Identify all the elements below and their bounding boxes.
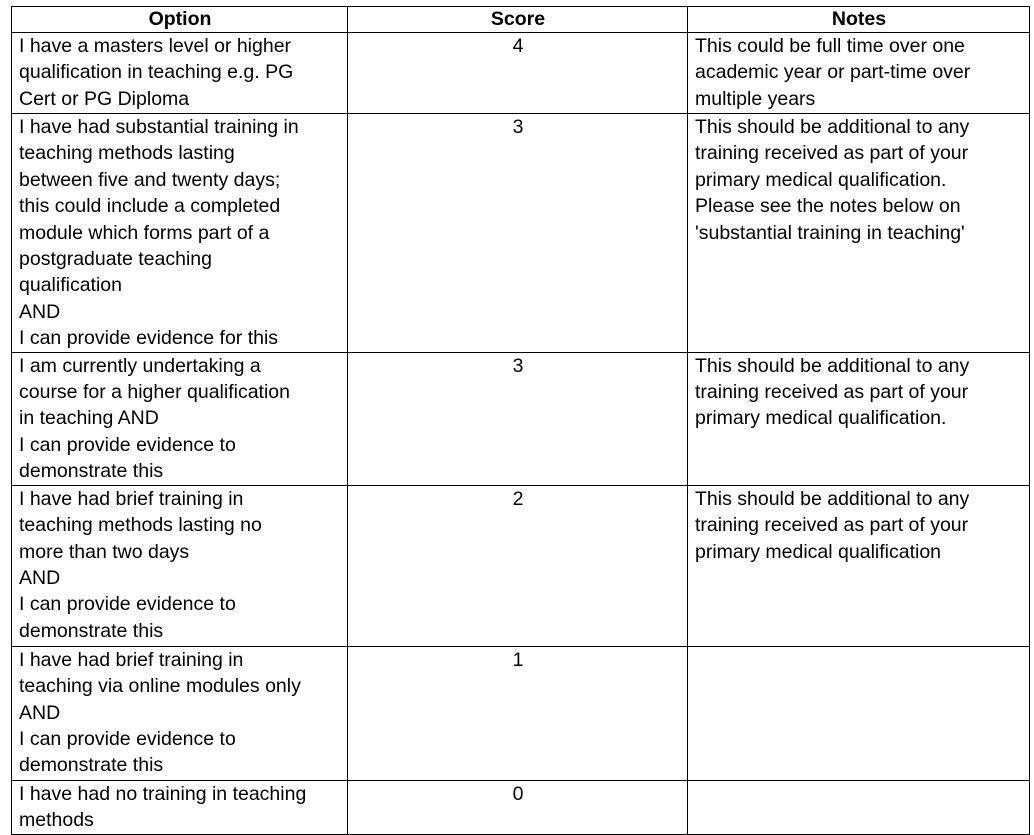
option-text: demonstrate this	[19, 754, 164, 777]
option-text: I have had brief training in	[19, 648, 244, 671]
option-text: AND	[19, 566, 61, 589]
option-text: I have had substantial training in	[19, 116, 299, 138]
option-text: postgraduate teaching	[19, 248, 212, 271]
option-text: I can provide evidence to	[19, 593, 236, 616]
table-row	[12, 485, 1030, 646]
notes-cell	[688, 780, 1030, 834]
option-text: teaching methods lasting	[19, 142, 235, 165]
option-text: qualification in teaching e.g. PG	[19, 61, 294, 84]
option-text: Cert or PG Diploma	[19, 87, 190, 110]
option-text: I have a masters level or higher	[19, 35, 292, 57]
option-text: between five and twenty days;	[19, 168, 281, 191]
option-text: qualification	[19, 274, 122, 297]
option-text: this could include a completed	[19, 195, 281, 218]
table-row	[12, 114, 1030, 353]
notes-cell	[688, 114, 1030, 353]
header-option: Option	[12, 7, 348, 33]
option-text: demonstrate this	[19, 460, 164, 483]
score-cell: 3	[348, 352, 688, 485]
option-text: in teaching AND	[19, 407, 159, 430]
table-row	[12, 352, 1030, 485]
option-text: methods	[19, 809, 94, 832]
table-row	[12, 646, 1030, 780]
option-text: I am currently undertaking a	[19, 354, 261, 377]
option-text: I have had brief training in	[19, 487, 244, 510]
notes-text: training received as part of your	[695, 514, 969, 537]
table-row	[12, 780, 1030, 834]
notes-text: This could be full time over one	[695, 35, 965, 57]
option-text: teaching methods lasting no	[19, 514, 262, 537]
notes-text: primary medical qualification.	[695, 407, 947, 430]
notes-cell	[688, 485, 1030, 646]
header-notes: Notes	[688, 7, 1030, 33]
notes-text: primary medical qualification.	[695, 168, 947, 191]
option-cell	[12, 646, 348, 780]
score-cell: 2	[348, 485, 688, 646]
notes-cell	[688, 352, 1030, 485]
scoring-table	[11, 6, 1030, 835]
option-cell	[12, 485, 348, 646]
notes-cell	[688, 646, 1030, 780]
header-score: Score	[348, 7, 688, 33]
option-text: I can provide evidence for this	[19, 327, 279, 350]
score-cell: 1	[348, 646, 688, 780]
option-text: I have had no training in teaching	[19, 782, 307, 805]
option-cell	[12, 352, 348, 485]
notes-text: This should be additional to any	[695, 487, 970, 510]
option-cell	[12, 114, 348, 353]
score-cell: 0	[348, 780, 688, 834]
option-text: I can provide evidence to	[19, 433, 236, 456]
notes-text: multiple years	[695, 87, 816, 110]
notes-text: 'substantial training in teaching'	[695, 221, 965, 244]
score-cell: 4	[348, 33, 688, 114]
option-text: I can provide evidence to	[19, 727, 236, 750]
option-cell	[12, 33, 348, 114]
notes-text: academic year or part-time over	[695, 61, 971, 84]
notes-text: This should be additional to any	[695, 116, 970, 138]
notes-text: Please see the notes below on	[695, 195, 961, 218]
notes-cell	[688, 33, 1030, 114]
option-text: teaching via online modules only	[19, 675, 301, 698]
notes-text: primary medical qualification	[695, 540, 942, 563]
notes-text: training received as part of your	[695, 381, 969, 404]
option-text: course for a higher qualification	[19, 381, 290, 404]
option-text: more than two days	[19, 540, 190, 563]
option-text: demonstrate this	[19, 619, 164, 642]
option-text: AND	[19, 701, 61, 724]
option-cell	[12, 780, 348, 834]
score-cell: 3	[348, 114, 688, 353]
table-header-row	[12, 7, 1030, 33]
option-text: module which forms part of a	[19, 221, 270, 244]
notes-text: This should be additional to any	[695, 354, 970, 377]
option-text: AND	[19, 300, 61, 323]
notes-text: training received as part of your	[695, 142, 969, 165]
table-row	[12, 33, 1030, 114]
